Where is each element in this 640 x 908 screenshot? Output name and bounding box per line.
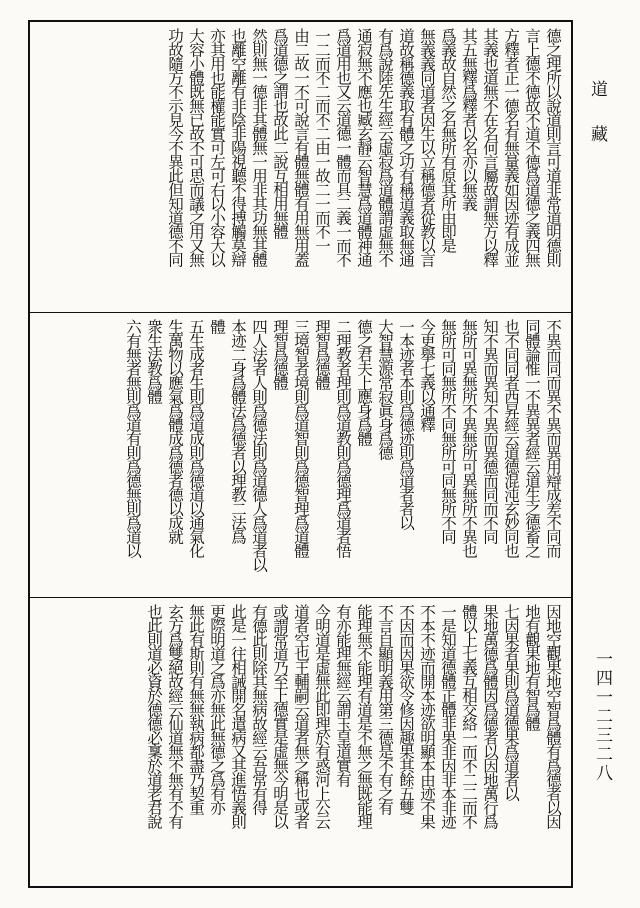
text-column: 更際明道之爲亦無此無德之爲有亦	[208, 604, 226, 814]
column-group-top	[38, 28, 563, 306]
text-column: 一本迹者本則爲德迹則爲道者者以	[397, 319, 415, 529]
text-column: 體	[208, 319, 226, 333]
text-column: 然則無一德非其體無一用非其功無其體	[250, 28, 268, 266]
text-column: 通寂無不應也臧玄靜云智慧爲道體神通	[355, 28, 373, 266]
text-column: 四人法者人則爲德法則爲道德人爲道者以	[250, 319, 268, 571]
text-column: 此是一往相誡開名遣病又其進悟義則	[229, 604, 247, 828]
text-column: 爲道用也又云道德一體而具二義一而不	[334, 28, 352, 266]
text-column: 不本不迹而開本迹欲明顯本由迹不果	[418, 604, 436, 828]
text-column: 本迹二身爲體法爲德者以理教二法爲	[229, 319, 247, 543]
text-column: 德之君夫上應身爲體	[355, 319, 373, 445]
text-column: 道故稱德義取有體之功有稱道義取無通	[397, 28, 415, 266]
text-column: 一二而不二而不二由一故二一而不一	[313, 28, 331, 252]
text-column: 有亦能理無經云謂玉皇道實有	[334, 604, 352, 786]
text-column: 果地萬德爲體因爲德者以因地萬行爲	[481, 604, 499, 828]
text-column: 其義也道無不在名何言屬故謂無方以釋	[481, 28, 499, 266]
text-column: 無所可異無所不異無所可異無所不異也	[460, 319, 478, 557]
text-column: 五生成者生則爲道成則爲德道以通氣化	[187, 319, 205, 557]
page-frame	[28, 20, 573, 888]
text-column: 同體論惟一不異異者經云道生之德畜之	[523, 319, 541, 557]
text-column: 有德此則除其無病故經云吾常有得	[250, 604, 268, 814]
text-column: 六有無者無則爲道有則爲德無則爲道以	[124, 319, 142, 557]
text-column: 三境智者境則爲道智則爲德智理爲道體	[292, 319, 310, 557]
text-column: 七因果者果則爲道德果爲道者以	[502, 604, 520, 800]
text-column: 不因而因果欲令修因趣果其餘五雙	[397, 604, 415, 814]
text-column: 道者空也王輔嗣云道者無之稱也或者	[292, 604, 310, 828]
text-column: 其五無釋爲釋者以名亦以無義	[460, 28, 478, 210]
text-column: 體以上七義互相交絡一而不二二而不	[460, 604, 478, 828]
text-column: 二理教者理則爲道教則爲德理爲道者悟	[334, 319, 352, 557]
text-column: 也不同同者西昇經云道德混沌玄妙同也	[502, 319, 520, 557]
text-column: 大智慧源常寂眞身爲德	[376, 319, 394, 459]
text-column: 大容小體既無已故不可思而議之用又無	[187, 28, 205, 266]
text-column: 不異而同而異不異而異用辯成差不同而	[544, 319, 562, 557]
text-column: 因地空觀果地空智爲體有爲德者以因	[544, 604, 562, 828]
panel-top	[30, 22, 571, 312]
text-column: 由二故一不可說言有體無體有用無用蓋	[292, 28, 310, 266]
text-column: 生萬物以應氣爲體成爲德者德以成就	[166, 319, 184, 543]
text-column: 能理無不能理有道是不無之無既能理	[355, 604, 373, 828]
text-column: 無此有斯則有無無執病都盡乃契重	[187, 604, 205, 814]
text-column: 玄方爲雙絕故經云仙道無不無有不有	[166, 604, 184, 828]
text-column: 地有觀果地有智爲體	[523, 604, 541, 730]
text-column: 無所可同無所不同無所可同無所不同	[439, 319, 457, 543]
text-column: 不言自顯明義用第三德是不有之有	[376, 604, 394, 814]
text-column: 今明道是虛無此即理於有惑河上公云	[313, 604, 331, 828]
text-column: 德之理所以說道則言可道非常道明德則	[544, 28, 562, 266]
text-column: 功故隨方不示見今不異此但知道德不同	[166, 28, 184, 266]
column-group-middle	[38, 319, 563, 591]
text-column: 言上德不德故不道不德爲道德之義四無	[523, 28, 541, 266]
text-column: 理智爲德體	[313, 319, 331, 389]
text-column: 方釋者正一德名有無量義如因迹有成並	[502, 28, 520, 266]
panel-middle	[30, 312, 571, 597]
text-column: 也此則道必資於德德必稟於道老君說	[145, 604, 163, 828]
text-column: 知不異而異知不異而異德而同而不同	[481, 319, 499, 543]
text-column: 亦其用也能權能實可左可右以小容大以	[208, 28, 226, 266]
column-group-bottom	[38, 604, 563, 880]
margin-title: 道藏	[587, 80, 607, 170]
text-column: 無義義同道者因生以立稱德者從教以言	[418, 28, 436, 266]
text-column: 理智爲德體	[271, 319, 289, 389]
text-column: 或謂常道乃至上德實是虛無今明是以	[271, 604, 289, 828]
text-column: 有爲說陸先生經云虛寂爲道體謂虛無不	[376, 28, 394, 266]
text-column: 衆生法教爲體	[145, 319, 163, 403]
text-column: 一是知道德體正體非果非因非本非迹	[439, 604, 457, 828]
text-column: 今更舉七義以通釋	[418, 319, 436, 431]
page-number: 一四一二三二八	[592, 650, 612, 783]
panel-bottom	[30, 597, 571, 886]
text-column: 也離空離有非陰非陽視聽不得搏觸莫辯	[229, 28, 247, 266]
text-column: 爲道德之謂也故此二說互相用無體	[271, 28, 289, 238]
text-column: 爲義故自然之名無所有原其所由即是	[439, 28, 457, 252]
